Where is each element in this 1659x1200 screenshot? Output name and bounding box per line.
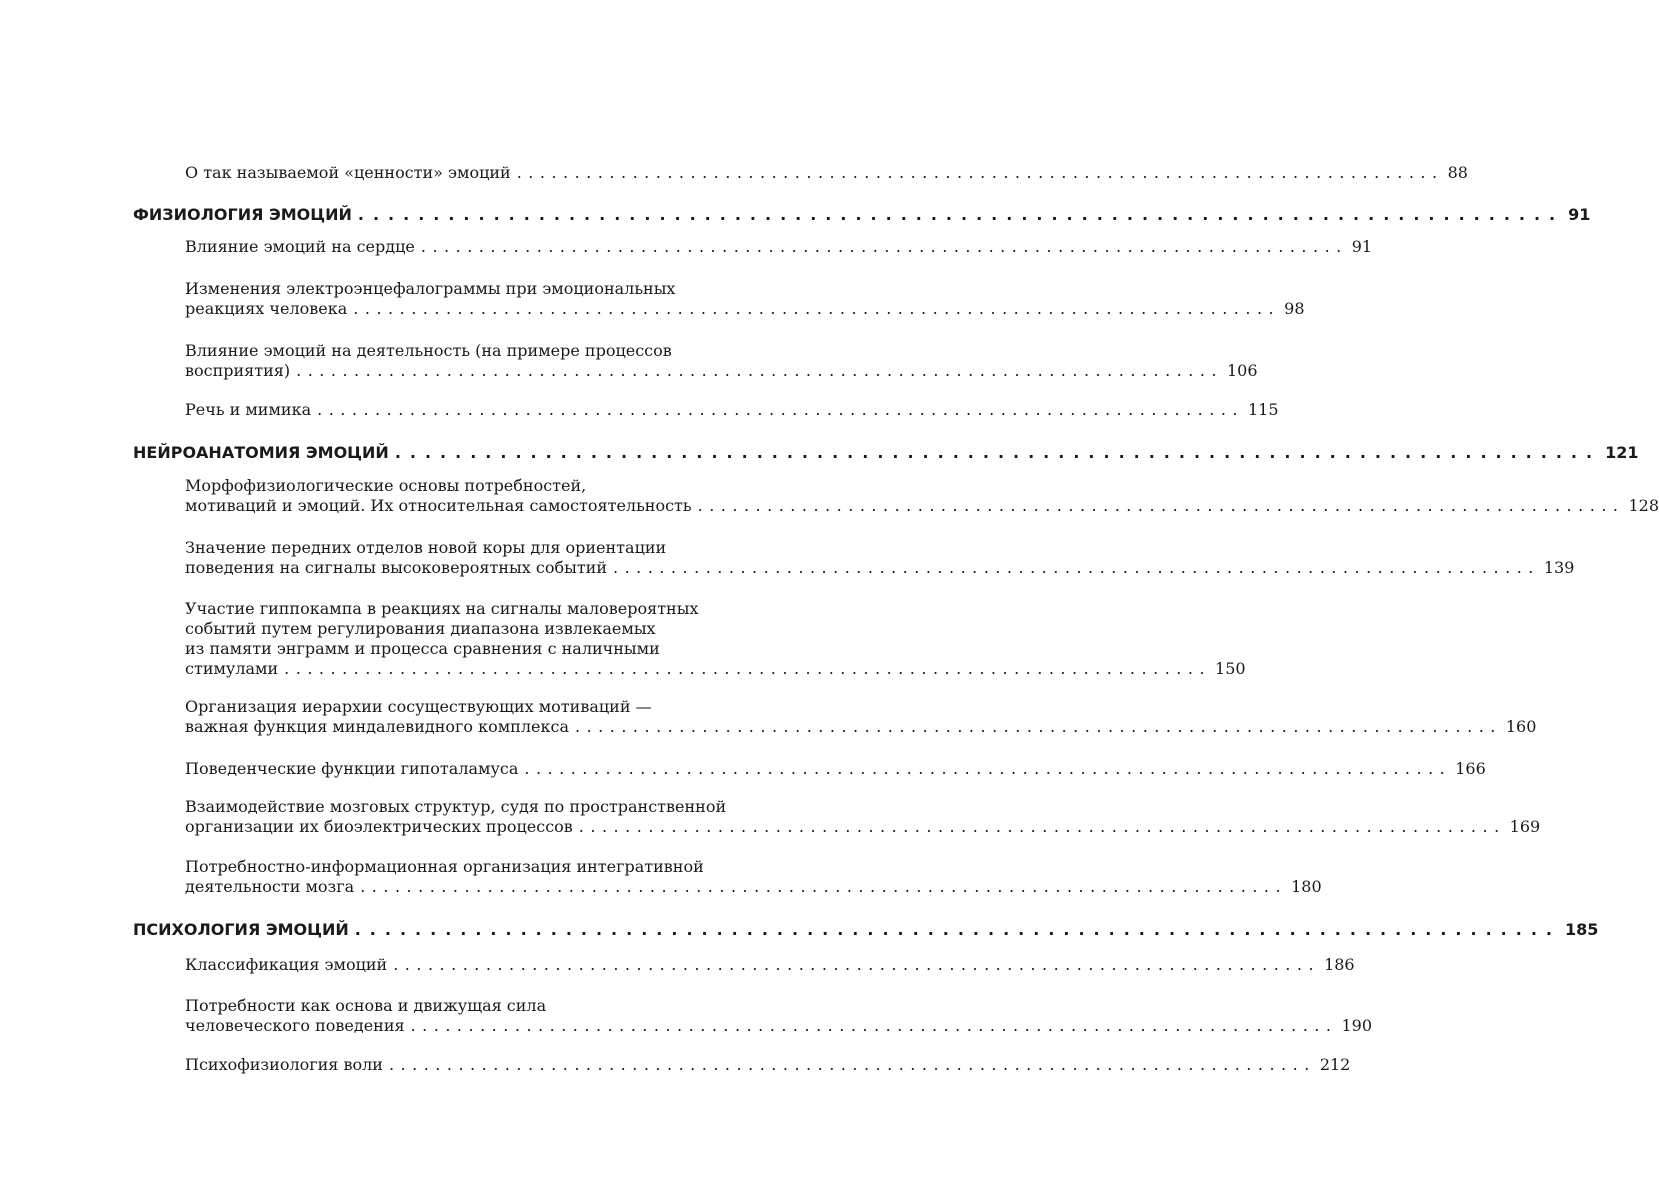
toc-chapter — [133, 443, 1639, 463]
toc-entry — [185, 476, 1659, 516]
toc-entry-title-line: Морфофизиологические основы потребностей, — [185, 476, 587, 495]
toc-page-number: 160 — [1505, 717, 1537, 736]
toc-entry — [185, 857, 1322, 897]
dot-leader: ................................................................................ — [296, 361, 1223, 380]
toc-chapter-title: НЕЙРОАНАТОМИЯ ЭМОЦИЙ — [133, 443, 389, 462]
toc-entry-title: Речь и мимика — [185, 400, 312, 419]
toc-entry-title-line: человеческого поведения — [185, 1016, 405, 1035]
toc-entry — [185, 797, 1541, 837]
toc-page-number: 88 — [1447, 163, 1468, 182]
toc-entry — [185, 1055, 1351, 1075]
toc-entry-title-line: Изменения электроэнцефалограммы при эмоциональных — [185, 279, 676, 298]
dot-leader: ................................................................................ — [420, 237, 1348, 256]
toc-entry — [185, 759, 1486, 779]
toc-entry — [185, 163, 1468, 183]
toc-entry-title-line: организации их биоэлектрических процессов — [185, 817, 573, 836]
toc-entry-title-line: Организация иерархии сосуществующих мотиваций — — [185, 697, 652, 716]
toc-page-number: 121 — [1605, 443, 1639, 462]
toc-page-number: 186 — [1324, 955, 1355, 974]
dot-leader: ................................................................................ — [578, 817, 1506, 836]
toc-entry — [185, 279, 1305, 319]
toc-chapter — [133, 920, 1599, 940]
toc-page-number: 139 — [1543, 558, 1575, 577]
toc-entry — [185, 341, 1258, 381]
dot-leader: ................................................................................ — [524, 759, 1452, 778]
toc-entry-title-line: важная функция миндалевидного комплекса — [185, 717, 569, 736]
toc-entry-title: Влияние эмоций на сердце — [185, 237, 415, 256]
dot-leader: ................................................................................ — [317, 400, 1244, 419]
toc-page-number: 115 — [1248, 400, 1279, 419]
toc-entry — [185, 400, 1279, 420]
toc-page-number: 128 — [1628, 496, 1659, 515]
toc-page-number: 91 — [1568, 205, 1591, 224]
toc-entry-title-line: Значение передних отделов новой коры для ориентации — [185, 538, 667, 557]
toc-entry-title: Поведенческие функции гипоталамуса — [185, 759, 519, 778]
dot-leader: ................................................................................ — [353, 299, 1281, 318]
toc-entry — [185, 237, 1373, 257]
dot-leader: ................................................................................ — [394, 443, 1602, 462]
toc-chapter-title: ФИЗИОЛОГИЯ ЭМОЦИЙ — [133, 205, 352, 224]
toc-entry — [185, 955, 1355, 975]
dot-leader: ................................................................................ — [410, 1016, 1338, 1035]
toc-page-number: 185 — [1564, 920, 1599, 939]
toc-chapter-title: ПСИХОЛОГИЯ ЭМОЦИЙ — [133, 920, 349, 939]
dot-leader: ................................................................................ — [393, 955, 1321, 974]
toc-page-number: 150 — [1215, 659, 1246, 678]
dot-leader: ................................................................................ — [516, 163, 1444, 182]
toc-page-number: 166 — [1455, 759, 1486, 778]
dot-leader: ................................................................................ — [360, 877, 1288, 896]
toc-entry-title-line: Взаимодействие мозговых структур, судя по пространственной — [185, 797, 727, 816]
dot-leader: ................................................................................ — [284, 659, 1212, 678]
toc-entry-title-line: поведения на сигналы высоковероятных событий — [185, 558, 607, 577]
toc-page-number: 91 — [1351, 237, 1373, 256]
toc-entry-title-line: Влияние эмоций на деятельность (на примере процессов — [185, 341, 672, 360]
toc-entry-title-line: реакциях человека — [185, 299, 348, 318]
toc-entry — [185, 697, 1537, 737]
dot-leader: ................................................................................ — [613, 558, 1540, 577]
dot-leader: ................................................................................ — [697, 496, 1625, 515]
toc-entry-title: Психофизиология воли — [185, 1055, 383, 1074]
toc-entry — [185, 996, 1372, 1036]
toc-page-number: 190 — [1341, 1016, 1372, 1035]
toc-entry-title-line: восприятия) — [185, 361, 291, 380]
toc-entry-title-line: из памяти энграмм и процесса сравнения с наличными — [185, 639, 660, 658]
toc-entry-title: Классификация эмоций — [185, 955, 388, 974]
dot-leader: ................................................................................ — [357, 205, 1565, 224]
toc-entry-title: О так называемой «ценности» эмоций — [185, 163, 511, 182]
toc-page-number: 180 — [1291, 877, 1322, 896]
toc-entry — [185, 599, 1246, 679]
toc-entry — [185, 538, 1575, 578]
toc-entry-title-line: мотиваций и эмоций. Их относительная самостоятельность — [185, 496, 692, 515]
toc-entry-title-line: деятельности мозга — [185, 877, 355, 896]
toc-entry-title-line: Потребности как основа и движущая сила — [185, 996, 547, 1015]
dot-leader: ................................................................................ — [574, 717, 1502, 736]
toc-chapter — [133, 205, 1591, 225]
toc-page-number: 169 — [1509, 817, 1541, 836]
table-of-contents — [133, 0, 1659, 1200]
dot-leader: ................................................................................ — [388, 1055, 1316, 1074]
dot-leader: ................................................................................ — [354, 920, 1561, 939]
toc-page-number: 212 — [1319, 1055, 1351, 1074]
toc-entry-title-line: Участие гиппокампа в реакциях на сигналы маловероятных — [185, 599, 699, 618]
toc-entry-title-line: Потребностно-информационная организация интегративной — [185, 857, 704, 876]
toc-entry-title-line: событий путем регулирования диапазона извлекаемых — [185, 619, 656, 638]
toc-page-number: 98 — [1284, 299, 1305, 318]
toc-page-number: 106 — [1227, 361, 1258, 380]
toc-entry-title-line: стимулами — [185, 659, 279, 678]
